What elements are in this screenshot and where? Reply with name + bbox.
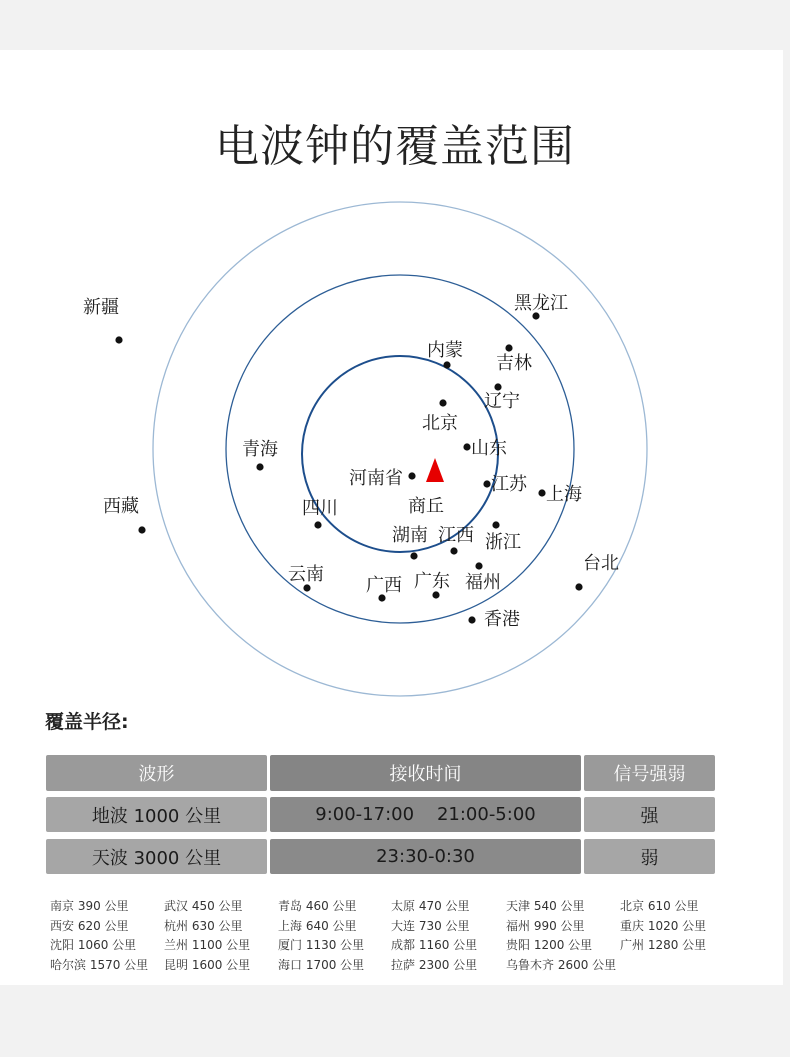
province-label: 四川 — [302, 498, 338, 519]
distance-item: 上海 640 公里 — [278, 918, 357, 933]
row-ground-time: 9:00-17:00 21:00-5:00 — [270, 797, 581, 832]
distance-item: 海口 1700 公里 — [278, 957, 365, 972]
row-sky-time: 23:30-0:30 — [270, 839, 581, 874]
province-label: 内蒙 — [427, 340, 463, 361]
province-dot — [115, 336, 122, 343]
page-title: 电波钟的覆盖范围 — [215, 121, 575, 172]
outer-coverage-ring — [153, 202, 647, 696]
distance-item: 青岛 460 公里 — [278, 899, 357, 913]
province-dot — [505, 344, 512, 351]
distance-item: 厦门 1130 公里 — [278, 938, 365, 952]
province-dot — [483, 480, 490, 487]
province-label: 北京 — [422, 413, 458, 434]
province-dot — [468, 616, 475, 623]
province-dot — [408, 472, 415, 479]
distance-item: 太原 470 公里 — [391, 899, 470, 913]
province-dot — [443, 361, 450, 368]
distance-item: 哈尔滨 1570 公里 — [50, 957, 149, 972]
distance-item: 成都 1160 公里 — [391, 938, 478, 952]
province-dot — [314, 521, 321, 528]
province-dot — [303, 584, 310, 591]
province-dot — [450, 547, 457, 554]
province-label: 青海 — [242, 439, 278, 460]
coverage-radius-label: 覆盖半径: — [45, 711, 129, 733]
province-dot — [538, 489, 545, 496]
distance-item: 西安 620 公里 — [50, 918, 129, 933]
row-ground-strength: 强 — [584, 797, 715, 832]
distance-item: 贵阳 1200 公里 — [506, 938, 593, 952]
province-label: 上海 — [546, 484, 582, 505]
header-wave: 波形 — [46, 755, 267, 791]
province-label: 辽宁 — [484, 391, 520, 412]
distance-item: 沈阳 1060 公里 — [50, 938, 137, 952]
province-dot — [439, 399, 446, 406]
distance-item: 武汉 450 公里 — [164, 899, 243, 913]
province-label: 山东 — [471, 438, 507, 459]
distance-item: 昆明 1600 公里 — [164, 957, 251, 972]
province-label: 河南省 — [349, 468, 403, 489]
province-label: 西藏 — [103, 496, 139, 517]
province-dot — [463, 443, 470, 450]
distance-item: 广州 1280 公里 — [620, 938, 707, 952]
province-label: 湖南 — [392, 525, 428, 546]
row-sky-wave: 天波 3000 公里 — [46, 839, 267, 874]
distance-item: 杭州 630 公里 — [164, 918, 243, 933]
transmitter-marker — [426, 458, 444, 482]
header-time: 接收时间 — [270, 755, 581, 791]
distance-list — [50, 898, 730, 973]
distance-item: 大连 730 公里 — [391, 918, 470, 933]
province-dot — [494, 383, 501, 390]
province-dot — [256, 463, 263, 470]
distance-item: 拉萨 2300 公里 — [391, 957, 478, 972]
middle-coverage-ring — [226, 275, 574, 623]
distance-item: 天津 540 公里 — [506, 899, 585, 913]
province-label: 黑龙江 — [514, 293, 568, 314]
province-label: 浙江 — [485, 532, 521, 553]
distance-item: 兰州 1100 公里 — [164, 938, 251, 952]
inner-coverage-ring — [302, 356, 498, 552]
distance-item: 重庆 1020 公里 — [620, 918, 707, 933]
province-label: 广西 — [366, 575, 402, 596]
province-dot — [138, 526, 145, 533]
distance-item: 北京 610 公里 — [620, 899, 699, 913]
province-label: 江西 — [438, 525, 474, 546]
distance-item: 乌鲁木齐 2600 公里 — [506, 957, 617, 972]
province-label: 香港 — [484, 609, 520, 630]
center-label: 商丘 — [408, 496, 444, 517]
province-label: 福州 — [465, 572, 501, 593]
province-label: 吉林 — [496, 353, 532, 374]
row-sky-strength: 弱 — [584, 839, 715, 874]
province-label: 新疆 — [83, 297, 119, 318]
province-dot — [410, 552, 417, 559]
province-dot — [492, 521, 499, 528]
header-strength: 信号强弱 — [584, 755, 715, 791]
distance-item: 福州 990 公里 — [506, 918, 585, 933]
row-ground-wave: 地波 1000 公里 — [46, 797, 267, 832]
province-dot — [575, 583, 582, 590]
province-label: 广东 — [414, 571, 450, 592]
province-dot — [432, 591, 439, 598]
province-label: 台北 — [583, 553, 619, 574]
province-label: 江苏 — [491, 474, 527, 495]
province-label: 云南 — [288, 564, 324, 585]
distance-item: 南京 390 公里 — [50, 899, 129, 913]
province-dot — [475, 562, 482, 569]
